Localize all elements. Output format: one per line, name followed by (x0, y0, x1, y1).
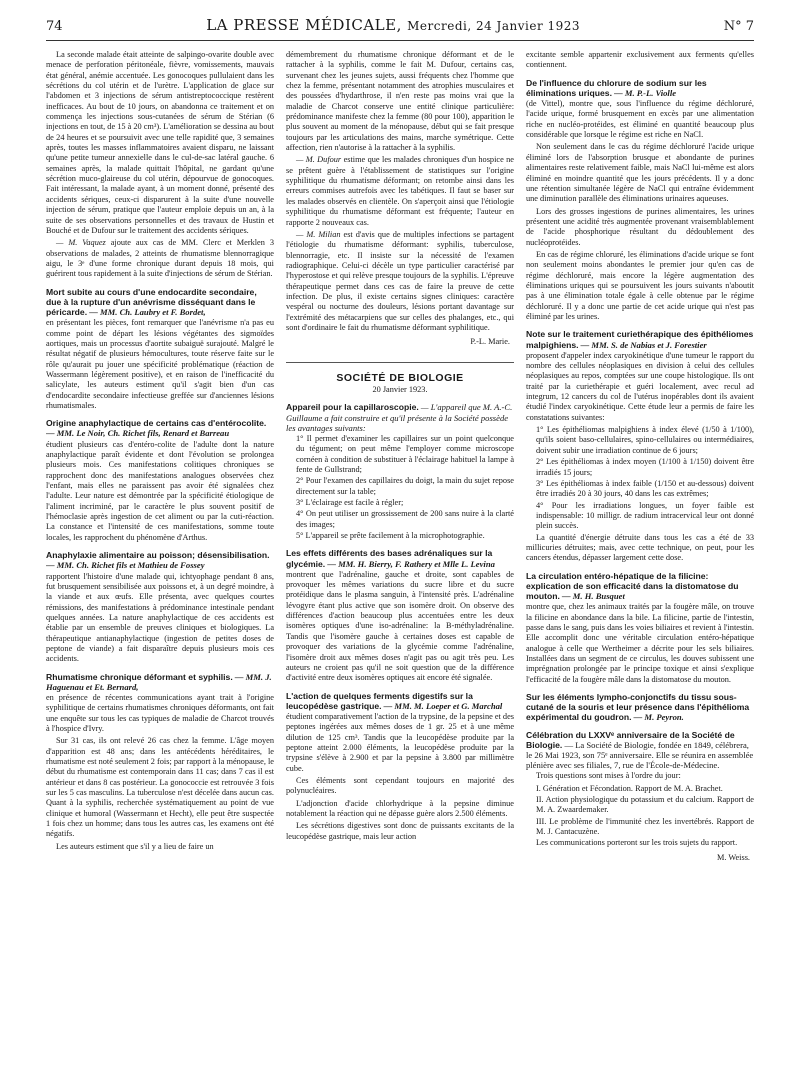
list-item: 1° Il permet d'examiner les capillaires sur un point quelconque du tégument; on peut même l'employer comme microscope cornéen à condition de substituer à l'éclairage habituel la lampe à fente de Gullstrand; (296, 433, 514, 474)
list-item: 3° Les épithéliomas à index faible (1/150 et au-dessous) doivent être irradiés 20 à 30 jours, 40 dans les cas extrêmes; (536, 478, 754, 499)
paragraph: Lors des grosses ingestions de purines alimentaires, les urines présentent une acidité très augmentée provenant vraisemblablement de l'acide phosphorique résultant du dédoublement des nucléoprotéides. (526, 206, 754, 247)
paragraph: En cas de régime chloruré, les éliminations d'acide urique se font non seulement moins abondantes le premier jour qu'en cas de régime déchloruré, mais encore la légère augmentation des éliminations uriques qui se poursuivent les jours suivants n'aboutit pas à une élimination totale égale à celle obtenue par le régime déchloruré. Il y a donc une partie de cet acide urique qui n'est pas éliminé par les urines. (526, 249, 754, 321)
article-heading: Anaphylaxie alimentaire au poisson; désensibilisation. — MM. Ch. Richet fils et Mathieu de Fossey (46, 550, 270, 571)
article-columns (46, 50, 754, 1072)
paragraph: en présence de récentes communications ayant trait à l'origine syphilitique de certains rhumatismes chroniques déformants, ont fait une enquête sur tous les cas typiques de maladie de Charcot trouvés à l'hospice d'Ivry. (46, 693, 274, 734)
paragraph: en présentant les pièces, font remarquer que l'anévrisme n'a pas eu comme point de départ les lésions végétantes des sigmoïdes aortiques, mais un processus d'aortite subaiguë surajouté. Malgré le résultat négatif de plusieurs hémocultures, toute réserve faite sur le rôle qu'aurait pu jouer une spécificité problématique (réaction de Wassermann légèrement positive), et en raison de l'inefficacité du salicylate, les auteurs estiment qu'il s'agit bien d'un cas d'endocardite secondaire infectieuse greffée sur d'anciennes lésions rhumatismales. (46, 318, 274, 410)
paragraph: démembrement du rhumatisme chronique déformant et de le rattacher à la syphilis, comme le fait M. Dufour, certains cas, survenant chez les jeunes sujets, aussi fréquents chez l'homme que chez la femme, présentant notamment des atrophies musculaires et des poussées d'hydarthrose, il n'en reste pas moins vrai que la maladie de Charcot conserve une entité clinique particulière: prédominance manifeste chez la femme (80 pour 100), apparition le plus souvent au moment de la ménopause, début qui se fait presque toujours par les articulations des mains, marche symétrique. Cette affection, rien n'autorise à la rattacher à la syphilis. (286, 50, 514, 153)
article-heading: Les effets différents des bases adrénaliques sur la glycémie. — MM. H. Bierry, F. Rathery et Mlle L. Levina (286, 548, 495, 569)
paragraph: La seconde malade était atteinte de salpingo-ovarite double avec menace de perforation péritonéale, fièvre, vomissements, mauvais état général, anémie accentuée. Les gonocoques pullulaient dans les sécrétions du col utérin et de l'urètre. L'application de glace sur l'abdomen et 3 injections de sérum antistreptococcique restèrent inefficaces. Au bout de 10 jours, on abandonna ce traitement et on commença les injections sous-cutanées de sérum de Stérian (6 injections en tout, de 15 à 20 cm³). L'amélioration se dessina au bout de 24 heures et se poursuivit avec une telle rapidité que, 3 semaines après, toutes les masses inflammatoires avaient disparu, ne laissant qu'une petite tumeur annexielle dans le cul-de-sac latéral gauche. 6 semaines après, la malade quittait l'hôpital, ne gardant qu'une sécrétion muco-glaireuse du col utérin, dépourvue de gonocoques. Fait intéressant, la malade ayant, à un moment donné, présenté des accidents sériques, ceux-ci disparurent à la suite d'une nouvelle injection de sérum, pratique que l'auteur emploie depuis un an, à la suite de ses observations personnelles et des travaux de Hustin et Bouché et de Dufour sur le traitement des accidents sériques. (46, 50, 274, 235)
list-item: 1° Les épithéliomas malpighiens à index élevé (1/50 à 1/100), qu'ils soient baso-cellulaires, spino-cellulaires ou intermédiaires, doivent subir une irradiation continue de 6 jours; (536, 425, 754, 455)
paragraph: étudient comparativement l'action de la trypsine, de la pepsine et des peptones ingérées aux mêmes doses de 1 gr. 25 et à une même dilution de 125 cm³. Tandis que la leucopédèse produite par la peptone atteint 2.000 éléments, la leucopédèse produite par la trypsine s'élève à 2.900 et par la pepsine à 3.800 par millimètre cube. (286, 711, 514, 773)
article-heading: Appareil pour la capillaroscopie. — L'appareil que M. A.-C. Guillaume a fait construire et qu'il présente à la Société possède les avantages suivants: (286, 402, 513, 433)
paragraph: Sur 31 cas, ils ont relevé 26 cas chez la femme. L'âge moyen d'apparition est 48 ans; dans les antécédents héréditaires, le rhumatisme est noté seulement 2 fois; par rapport à la ménopause, le début du rhumatisme est contemporain dans 11 cas; dans 7 cas il est antérieur et dans 8 cas postérieur. La gonococcie est retrouvée 3 fois sur les 5 cas masculins. La tuberculose n'est décelée dans aucun cas. Quant à la syphilis, recherchée systématiquement au point de vue clinique et humoral (Wassermann et Hecht), elle peut être suspectée 1 fois chez un homme; dans tous les autres cas, les examens ont été négatifs. (46, 736, 274, 839)
column-1 (46, 50, 274, 1072)
paragraph: Les communications porteront sur les trois sujets du rapport. (536, 838, 738, 848)
list-item: II. Action physiologique du potassium et du calcium. Rapport de M. A. Zwaardemaker. (536, 795, 754, 815)
column-3 (526, 50, 754, 1072)
article-heading: Sur les éléments lympho-conjonctifs du tissu sous-cutané de la souris et leur présence dans l'épithélioma expérimental du goudron. — M. Peyron. (526, 691, 750, 723)
column-2 (286, 50, 514, 1072)
article-heading: Origine anaphylactique de certains cas d'entérocolite. — MM. Le Noir, Ch. Richet fils, Renard et Barreau (46, 418, 267, 439)
paragraph: (de Vittel), montre que, sous l'influence du régime déchloruré, l'acide urique, formé brusquement en excès par une alimentation riche en nucléo-protéides, est éliminé en quantité beaucoup plus considérable que lorsque le régime est riche en NaCl. (526, 99, 754, 140)
page-number: 74 (46, 19, 63, 34)
article-heading: Mort subite au cours d'une endocardite secondaire, due à la rupture d'un anévrisme disséquant dans le péricarde. — MM. Ch. Laubry et F. Bordet, (46, 286, 257, 317)
page-header (46, 16, 754, 41)
list-item: 2° Les épithéliomas à index moyen (1/100 à 1/150) doivent être irradiés 15 jours; (536, 457, 754, 477)
paragraph: — M. Milian est d'avis que de multiples infections se partagent l'étiologie du rhumatisme déformant: syphilis, tuberculose, blennorragie, etc. Il insiste sur la nécessité de l'examen radiographique. Celui-ci décèle un type particulier caractérisé par l'hyperostose et qui relève presque toujours de la syphilis. L'épreuve thérapeutique permet dans ces cas de faire la preuve de cette infection. De plus, il existe certains signes cliniques: caractère vespéral ou nocturne des douleurs, lésions portant davantage sur l'extrémité des métacarpiens que sur celles des phalanges, etc., qui sont d'ordinaire le fait du rhumatisme déformant syphilitique. (286, 229, 514, 332)
signature: P.-L. Marie. (470, 337, 510, 347)
article-heading: Rhumatisme chronique déformant et syphilis. — MM. J. Haguenau et Et. Bernard, (46, 671, 272, 692)
paragraph: excitante semble appartenir exclusivement aux ferments qu'elles contiennent. (526, 50, 754, 70)
issue-number: N° 7 (723, 19, 754, 34)
paragraph: — M. Vaquez ajoute aux cas de MM. Clerc et Merklen 3 observations de malades, 2 atteints de rhumatisme blennorragique aigu, le 3ᵉ d'une forme chronique durant depuis 18 mois, qui guérirent tous rapidement à la suite d'injections de sérum de Stérian. (46, 238, 274, 279)
paragraph: Trois questions sont mises à l'ordre du jour: (536, 771, 681, 781)
list-item: I. Génération et Fécondation. Rapport de M. A. Brachet. (536, 783, 723, 793)
article-heading: Célébration du LXXVᵉ anniversaire de la Société de Biologie. — La Société de Biologie, fondée en 1849, célébrera, le 26 Mai 1923, son 75ᵉ anniversaire. Elle se réunira en assemblée plénière avec ses filiales, 7, rue de l'École-de-Médecine. (526, 729, 754, 771)
paragraph: Non seulement dans le cas du régime déchloruré l'acide urique éliminé lors de l'absorption brusque et abondante de purines alimentaires reste relativement faible, mais NaCl lui-même est alors éliminé en moindre quantité que les jours précédents. Il y a donc une rétention simultanée légère de NaCl qui entraîne évidemment une diminution parallèle des éliminations urinaires aqueuses. (526, 142, 754, 204)
list-item: 5° L'appareil se prête facilement à la microphotographie. (296, 531, 485, 541)
article-heading: La circulation entéro-hépatique de la filicine: explication de son efficacité dans la distomatose du mouton. — M. H. Busquet (526, 570, 739, 601)
issue-date: Mercredi, 24 Janvier 1923 (407, 19, 581, 33)
list-item: 2° Pour l'examen des capillaires du doigt, la main du sujet repose directement sur la table; (296, 476, 514, 496)
list-item: 3° L'éclairage est facile à régler; (296, 497, 404, 507)
paragraph: montre que, chez les animaux traités par la fougère mâle, on trouve la filicine en abondance dans la bile. La filicine, partie de l'intestin, passe dans le sang, puis dans les voies biliaires et revient à l'intestin. Elle accomplit donc une véritable circulation entéro-hépatique analogue à celle que Wertheimer a décrite pour les sels biliaires. Installées dans un segment de ce circulus, les douves subissent une imprégnation prolongée par le principe toxique et ainsi s'explique l'efficacité de la fougère mâle dans la distomatose du mouton. (526, 602, 754, 684)
section-title: SOCIÉTÉ DE BIOLOGIE (286, 362, 514, 383)
list-item: 4° Pour les irradiations longues, un foyer faible est indispensable: 10 milligr. de radium intracervical leur ont donné plein succès. (536, 500, 754, 531)
paragraph: — M. Dufour estime que les malades chroniques d'un hospice ne se prêtent guère à l'établissement de statistiques sur l'origine syphilitique du rhumatisme déformant; on retombe ainsi dans les erreurs commises autrefois avec les tabétiques. Il faut se baser sur les malades observés en clientèle. On s'aperçoit ainsi que l'étiologie syphilitique du rhumatisme déformant est fréquente; l'auteur en rapporte 2 nouveaux cas. (286, 155, 514, 227)
paragraph: étudient plusieurs cas d'entéro-colite de l'adulte dont la nature anaphylactique paraît évidente et dont l'évolution se prolongea plusieurs mois. Ces manifestations colitiques chroniques se rapprochent donc des manifestations analogues observées chez l'enfant, mais elles ne paraissent pas avoir été signalées chez l'adulte. Leur nature est démontrée par la spécificité étiologique de l'aliment incriminé, par le caractère le plus souvent positif de l'hémoclasie après ingestion de cet aliment ou par la cuti-réaction. La constance et l'intensité de ces manifestations, somme toute locales, les rapprochent du phénomène d'Arthus. (46, 439, 274, 542)
paragraph: Les sécrétions digestives sont donc de puissants excitants de la leucopédèse gastrique, mais leur action (286, 821, 514, 841)
paragraph: L'adjonction d'acide chlorhydrique à la pepsine diminue notablement la réaction qui ne dépasse guère alors 2.500 éléments. (286, 798, 514, 819)
paragraph: Les auteurs estiment que s'il y a lieu de faire un (56, 841, 214, 851)
article-heading: De l'influence du chlorure de sodium sur les éliminations uriques. — M. P.-L. Violle (526, 77, 707, 98)
paragraph: La quantité d'énergie détruite dans tous les cas a été de 33 millicuries détruites; mais, avec cette technique, on peut, pour les cancers étendus, dépasser largement cette dose. (526, 532, 754, 563)
article-heading: L'action de quelques ferments digestifs sur la leucopédèse gastrique. — MM. M. Loeper et G. Marchal (286, 690, 503, 711)
session-date: 20 Janvier 1923. (372, 384, 428, 394)
paragraph: proposent d'appeler index caryokinétique d'une tumeur le rapport du nombre des cellules néoplasiques en division à celui des cellules néoplasiques au repos, comptées sur une coupe histologique. Ils ont traité par la curiethérapie et guéri localement, avec recul ad integrum, 12 cancers du col de l'utérus inopérables dont ils avaient étudié l'index caryokinétique. Cette étude leur a permis de faire les constatations suivantes: (526, 350, 754, 422)
list-item: 4° On peut utiliser un grossissement de 200 sans nuire à la clarté des images; (296, 509, 514, 529)
list-item: III. Le problème de l'immunité chez les invertébrés. Rapport de M. J. Cantacuzène. (536, 816, 754, 837)
article-heading: Note sur le traitement curiethérapique des épithéliomes malpighiens. — MM. S. de Nabias et J. Forestier (526, 329, 754, 350)
journal-title: LA PRESSE MÉDICALE, Mercredi, 24 Janvier 1923 (206, 16, 581, 34)
paragraph: montrent que l'adrénaline, gauche et droite, sont capables de provoquer les mêmes variations du sucre libre et du sucre protéidique dans le plasma sanguin, à l'intensité près. L'adrénaline lévogyre étant plus active que son isomère droit. On observe des différences d'action beaucoup plus accentuées entre les deux isomères optiques d'une iso-adrénaline: la B-méthyladrénaline. Tandis que l'isomère gauche à certaines doses est capable de provoquer des variations de la glycémie comme l'adrénaline, l'isomère droit aux mêmes doses n'agit pas ou agit très peu. Les auteurs ne croient pas qu'il ne soit question que de la différence d'activité entre deux isomères optiques ait encore été signalée. (286, 569, 514, 683)
signature: M. Weiss. (716, 852, 750, 862)
paragraph: rapportent l'histoire d'une malade qui, ichtyophage pendant 8 ans, fut brusquement sensibilisée aux poissons et, à un degré moindre, à la viande et aux œufs. Elle présenta, avec quelques courtes rémissions, des manifestations à prédominance intestinale pendant quelques années. La nature anaphylactique de ces accidents est établie par un ensemble de preuves cliniques et biologiques. La thérapeutique antianaphylactique (ingestion de petites doses de peptone de viande) a fait disparaître depuis plusieurs mois ces accidents. (46, 571, 274, 664)
paragraph: Ces éléments sont cependant toujours en majorité des polynucléaires. (286, 776, 514, 796)
